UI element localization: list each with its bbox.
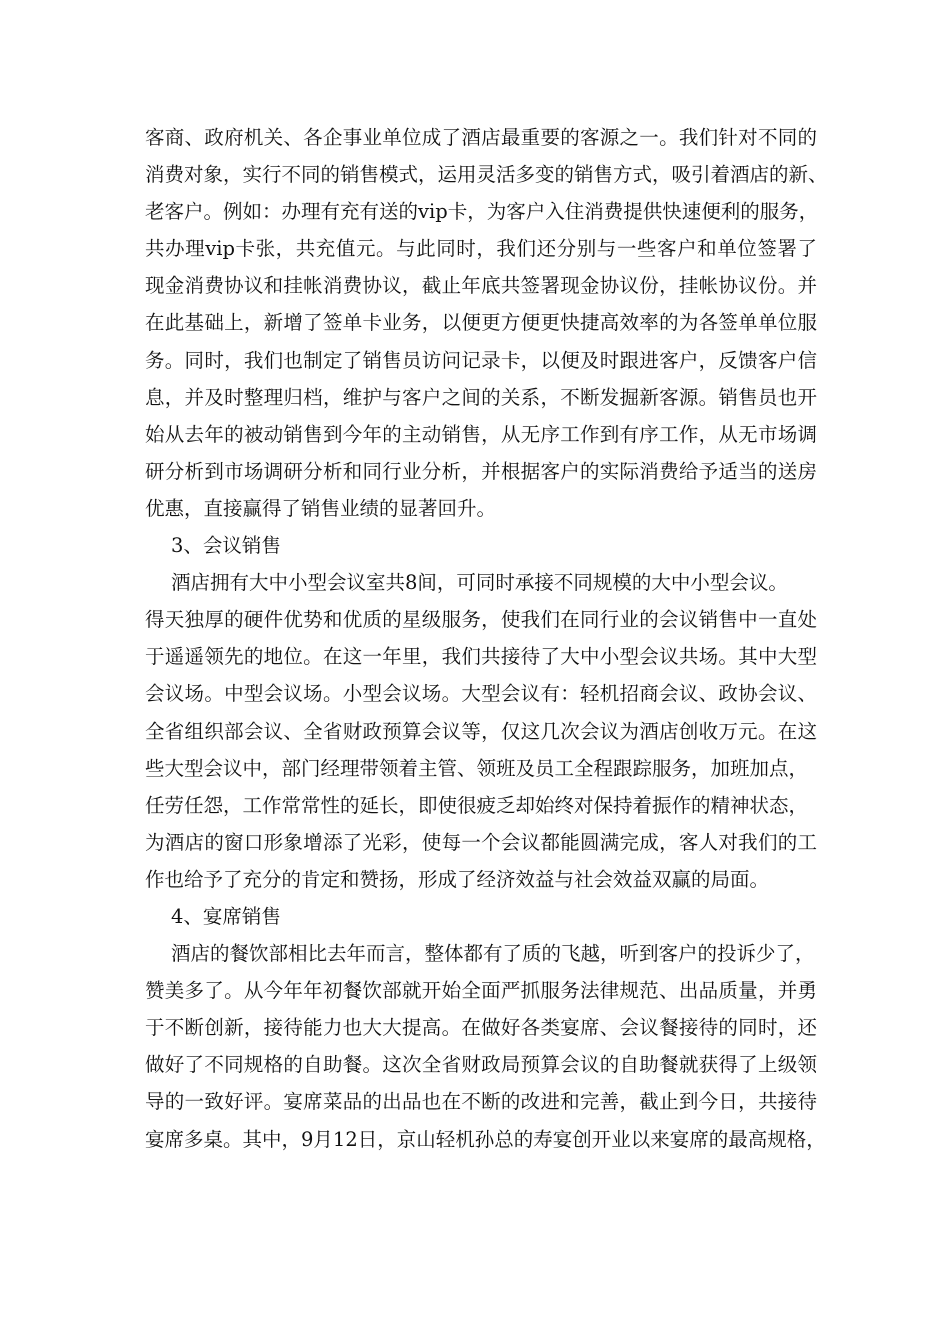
text-line: 客商、政府机关、各企事业单位成了酒店最重要的客源之一。我们针对不同的: [145, 126, 817, 149]
section-heading: 3、会议销售: [171, 534, 281, 558]
text-line: 任劳任怨，工作常常性的延长，即使很疲乏却始终对保持着振作的精神状态，: [145, 793, 809, 817]
text-line: 务。同时，我们也制定了销售员访问记录卡，以便及时跟进客户，反馈客户信: [145, 348, 817, 372]
text-line: 作也给予了充分的肯定和赞扬，形成了经济效益与社会效益双赢的局面。: [145, 867, 770, 891]
text-line: 现金消费协议和挂帐消费协议，截止年底共签署现金协议份，挂帐协议份。并: [145, 274, 817, 298]
text-line: 消费对象，实行不同的销售模式，运用灵活多变的销售方式，吸引着酒店的新、: [145, 163, 828, 187]
text-line: 共办理vip卡张，共充值元。与此同时，我们还分别与一些客户和单位签署了: [145, 237, 817, 261]
text-line: 做好了不同规格的自助餐。这次全省财政局预算会议的自助餐就获得了上级领: [145, 1053, 817, 1077]
text-line: 赞美多了。从今年年初餐饮部就开始全面严抓服务法律规范、出品质量，并勇: [145, 979, 817, 1003]
text-line: 始从去年的被动销售到今年的主动销售，从无序工作到有序工作，从无市场调: [145, 422, 817, 446]
text-line: 于遥遥领先的地位。在这一年里，我们共接待了大中小型会议共场。其中大型: [145, 645, 817, 669]
text-line: 酒店拥有大中小型会议室共8间，可同时承接不同规模的大中小型会议。: [171, 571, 788, 595]
text-line: 息，并及时整理归档，维护与客户之间的关系，不断发掘新客源。销售员也开: [145, 385, 817, 409]
text-line: 些大型会议中，部门经理带领着主管、领班及员工全程跟踪服务，加班加点，: [145, 756, 809, 780]
text-line: 研分析到市场调研分析和同行业分析，并根据客户的实际消费给予适当的送房: [145, 459, 817, 483]
text-line: 会议场。中型会议场。小型会议场。大型会议有：轻机招商会议、政协会议、: [145, 682, 817, 706]
text-line: 得天独厚的硬件优势和优质的星级服务，使我们在同行业的会议销售中一直处: [145, 608, 817, 632]
text-line: 酒店的餐饮部相比去年而言，整体都有了质的飞越，听到客户的投诉少了，: [171, 942, 815, 966]
text-line: 导的一致好评。宴席菜品的出品也在不断的改进和完善，截止到今日，共接待: [145, 1090, 817, 1114]
text-line: 宴席多桌。其中，9月12日，京山轻机孙总的寿宴创开业以来宴席的最高规格，: [145, 1127, 826, 1151]
text-line: 老客户。例如：办理有充有送的vip卡，为客户入住消费提供快速便利的服务，: [145, 200, 819, 224]
text-line: 全省组织部会议、全省财政预算会议等，仅这几次会议为酒店创收万元。在这: [145, 719, 817, 743]
text-line: 优惠，直接赢得了销售业绩的显著回升。: [145, 496, 497, 520]
text-line: 为酒店的窗口形象增添了光彩，使每一个会议都能圆满完成，客人对我们的工: [145, 830, 817, 854]
text-line: 在此基础上，新增了签单卡业务，以便更方便更快捷高效率的为各签单单位服: [145, 311, 817, 335]
text-line: 于不断创新，接待能力也大大提高。在做好各类宴席、会议餐接待的同时，还: [145, 1016, 817, 1040]
section-heading: 4、宴席销售: [171, 904, 281, 928]
document-body: [145, 119, 828, 1158]
